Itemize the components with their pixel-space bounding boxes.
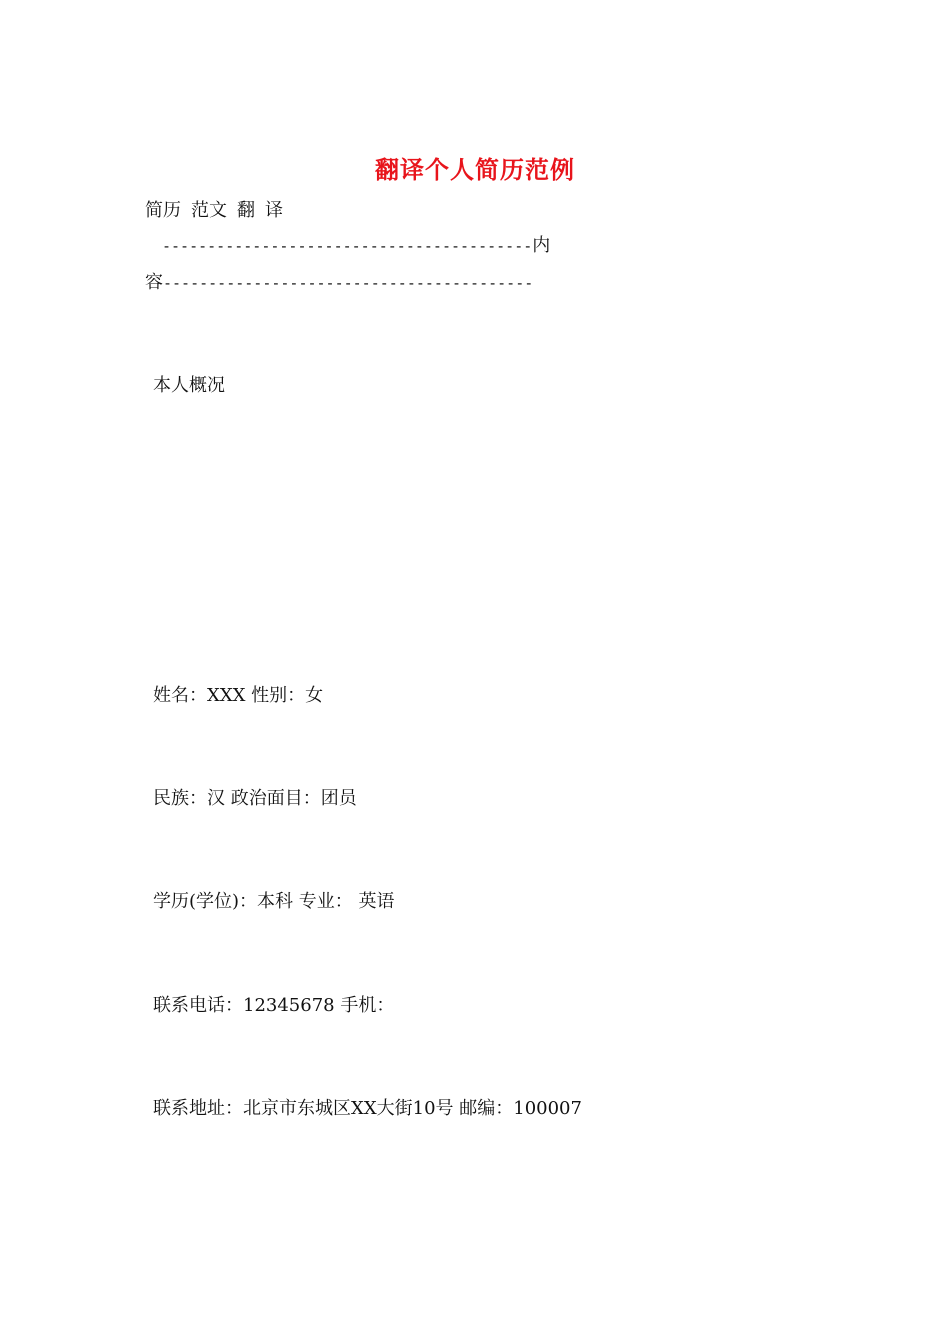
field-education-major: 学历(学位)：本科 专业： 英语 [153, 891, 395, 912]
tag-sample: 范文 [191, 200, 227, 221]
tag-fan: 翻 [237, 200, 255, 221]
divider-dashes-bottom: ----------------------------------------- [163, 274, 534, 292]
content-divider-top [162, 234, 550, 258]
divider-label-nei: 内 [532, 235, 551, 256]
field-ethnicity-political: 民族：汉 政治面目：团员 [153, 788, 357, 809]
tag-yi: 译 [265, 200, 283, 221]
keyword-tags [145, 199, 293, 223]
divider-label-rong: 容 [145, 272, 163, 293]
field-phone: 联系电话：12345678 手机： [153, 995, 395, 1016]
tag-resume: 简历 [145, 200, 181, 221]
field-name-gender: 姓名：XXX 性别：女 [153, 685, 324, 706]
field-address: 联系地址：北京市东城区XX大街10号 邮编：100007 [153, 1098, 582, 1119]
document-title: 翻译个人简历范例 [375, 155, 575, 184]
section-heading-profile: 本人概况 [153, 375, 225, 396]
content-divider-bottom [145, 271, 533, 295]
divider-dashes-top: ----------------------------------------- [162, 237, 533, 255]
